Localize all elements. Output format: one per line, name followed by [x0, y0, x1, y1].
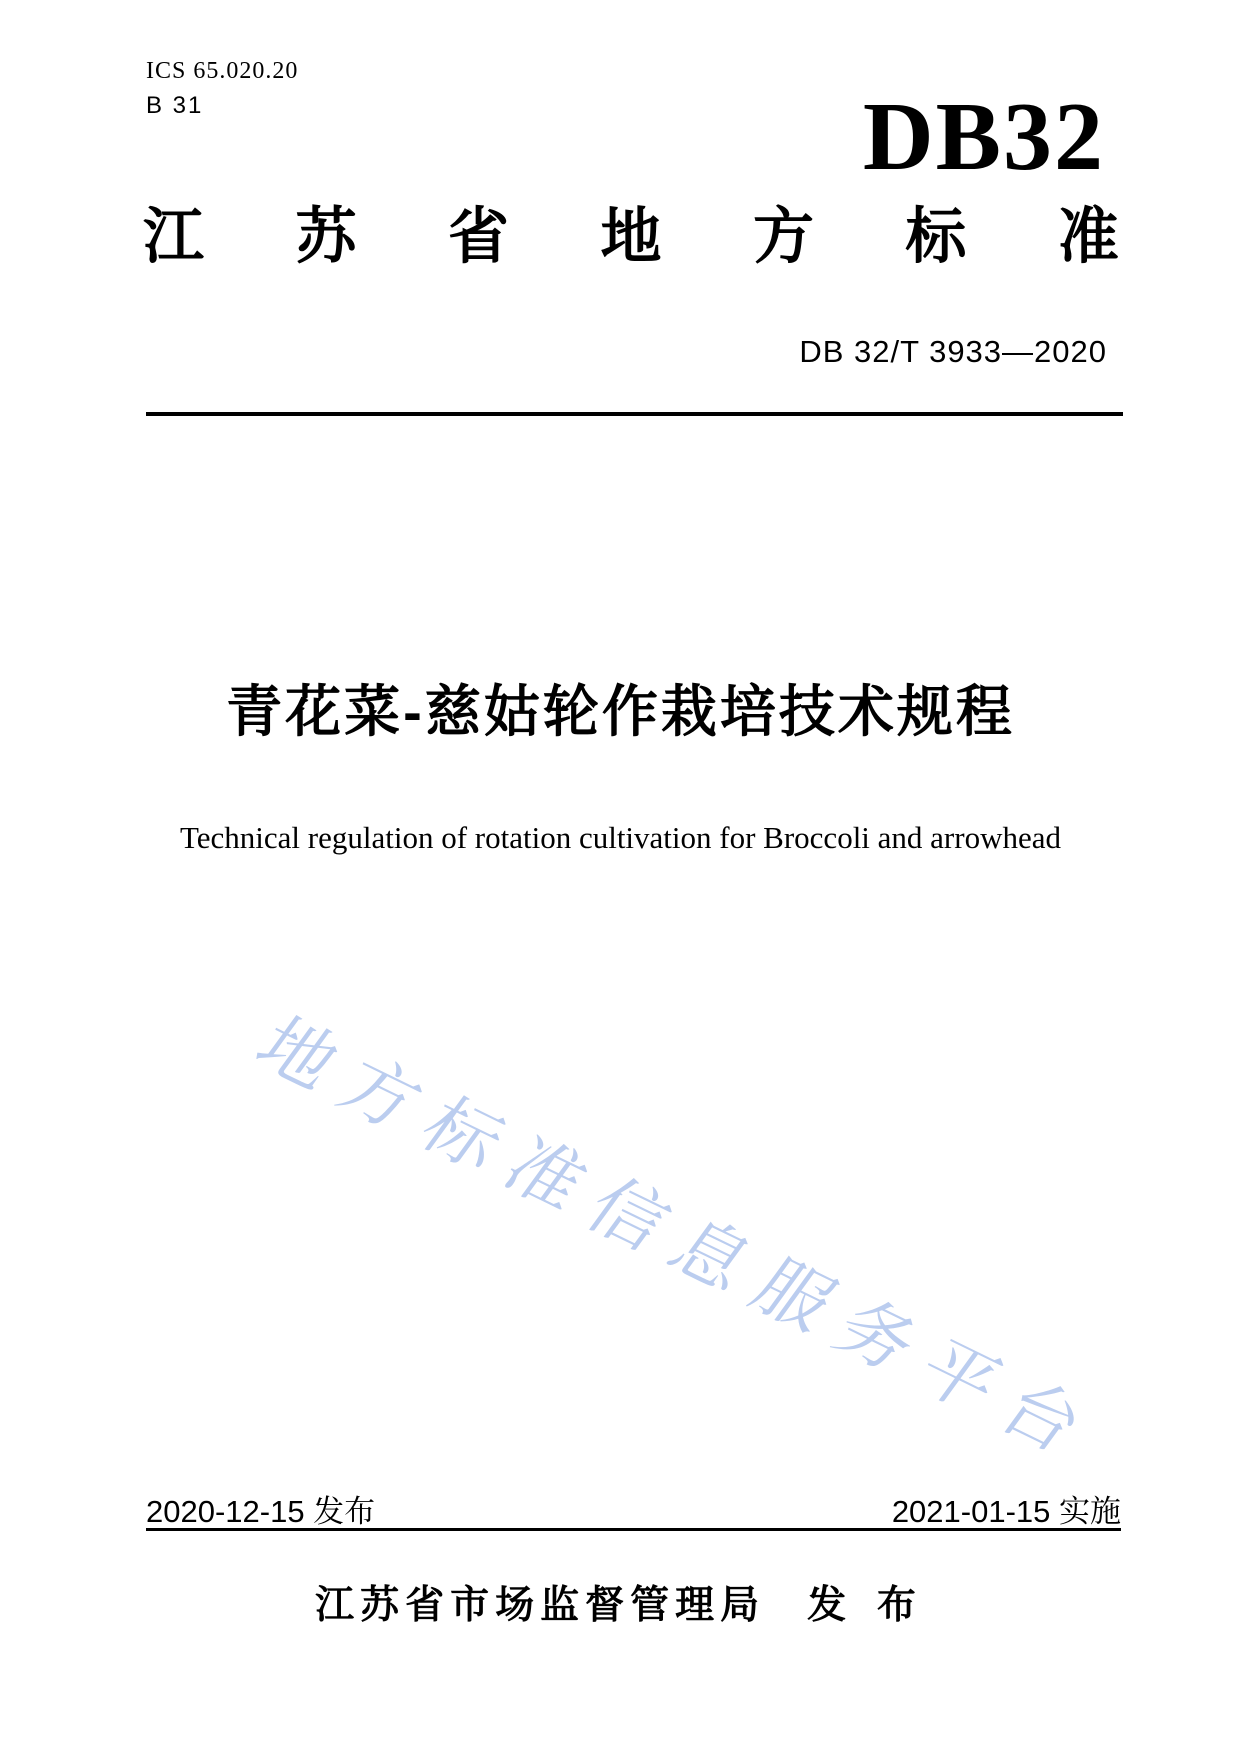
classification-code: B 31: [146, 92, 204, 119]
header-rule: [146, 412, 1123, 416]
issue-date: 2020-12-15 发布: [146, 1494, 376, 1529]
diagonal-watermark: 地方标准信息服务平台: [240, 1005, 1116, 1475]
category-char: 苏: [295, 202, 357, 270]
implementation-date: 2021-01-15 实施: [891, 1494, 1121, 1529]
standard-category-heading: [143, 202, 1119, 270]
db32-logo: DB32: [862, 83, 1105, 191]
category-char: 江: [143, 202, 205, 270]
footer-rule: [146, 1528, 1121, 1531]
category-char: 标: [905, 202, 967, 270]
publisher-row: [0, 1574, 1241, 1630]
category-char: 地: [600, 202, 662, 270]
publish-label: 发 布: [807, 1584, 926, 1627]
category-char: 省: [447, 202, 509, 270]
dates-row: [146, 1486, 1121, 1531]
publisher-name: 江苏省市场监督管理局: [315, 1584, 766, 1627]
category-char: 方: [752, 202, 814, 270]
category-char: 准: [1057, 202, 1119, 270]
standard-code: DB 32/T 3933—2020: [799, 334, 1107, 369]
ics-code: ICS 65.020.20: [146, 58, 299, 84]
document-title-chinese: 青花菜-慈姑轮作栽培技术规程: [226, 680, 1015, 743]
document-title-english: Technical regulation of rotation cultivation for Broccoli and arrowhead: [179, 820, 1061, 855]
